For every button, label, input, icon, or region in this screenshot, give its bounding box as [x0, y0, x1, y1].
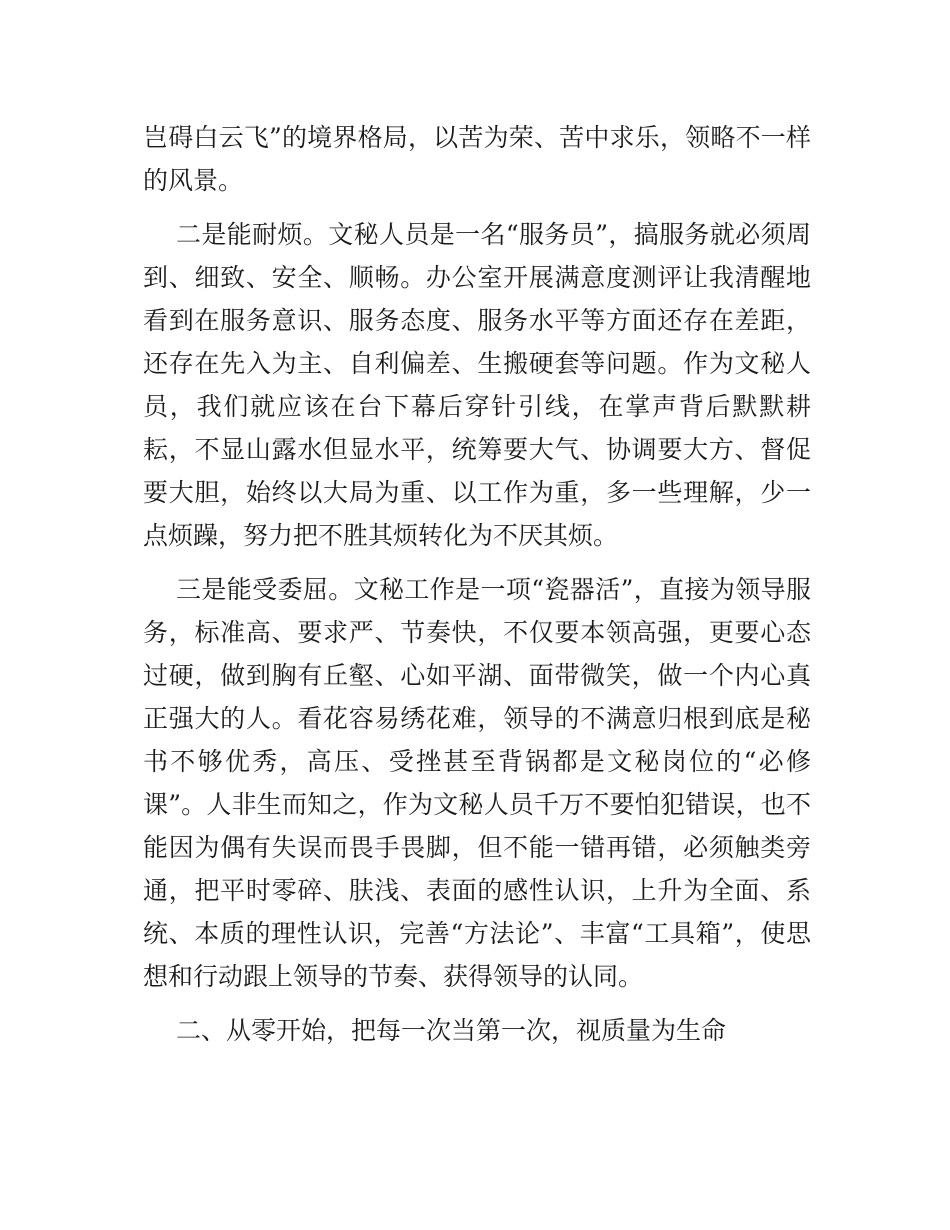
document-body — [143, 116, 811, 1052]
paragraph-patience: 二是能耐烦。文秘人员是一名“服务员”，搞服务就必须周到、细致、安全、顺畅。办公室开展满意度测评让我清醒地看到在服务意识、服务态度、服务水平等方面还存在差距，还存在先入为主、自利偏差、生搬硬套等问题。作为文秘人员，我们就应该在台下幕后穿针引线，在掌声背后默默耕耘，不显山露水但显水平，统筹要大气、协调要大方、督促要大胆，始终以大局为重、以工作为重，多一些理解，少一点烦躁，努力把不胜其烦转化为不厌其烦。 — [143, 220, 811, 550]
paragraph-continuation: 岂碍白云飞”的境界格局，以苦为荣、苦中求乐，领略不一样的风景。 — [143, 123, 811, 195]
paragraph-endure-grievance: 三是能受委屈。文秘工作是一项“瓷器活”，直接为领导服务，标准高、要求严、节奏快，不仅要本领高强，更要心态过硬，做到胸有丘壑、心如平湖、面带微笑，做一个内心真正强大的人。看花容易绣花难，领导的不满意归根到底是秘书不够优秀，高压、受挫甚至背锅都是文秘岗位的“必修课”。人非生而知之，作为文秘人员千万不要怕犯错误，也不能因为偶有失误而畏手畏脚，但不能一错再错，必须触类旁通，把平时零碎、肤浅、表面的感性认识，上升为全面、系统、本质的理性认识，完善“方法论”、丰富“工具箱”，使思想和行动跟上领导的节奏、获得领导的认同。 — [143, 575, 811, 991]
section-heading: 二、从零开始，把每一次当第一次，视质量为生命 — [176, 1016, 727, 1045]
